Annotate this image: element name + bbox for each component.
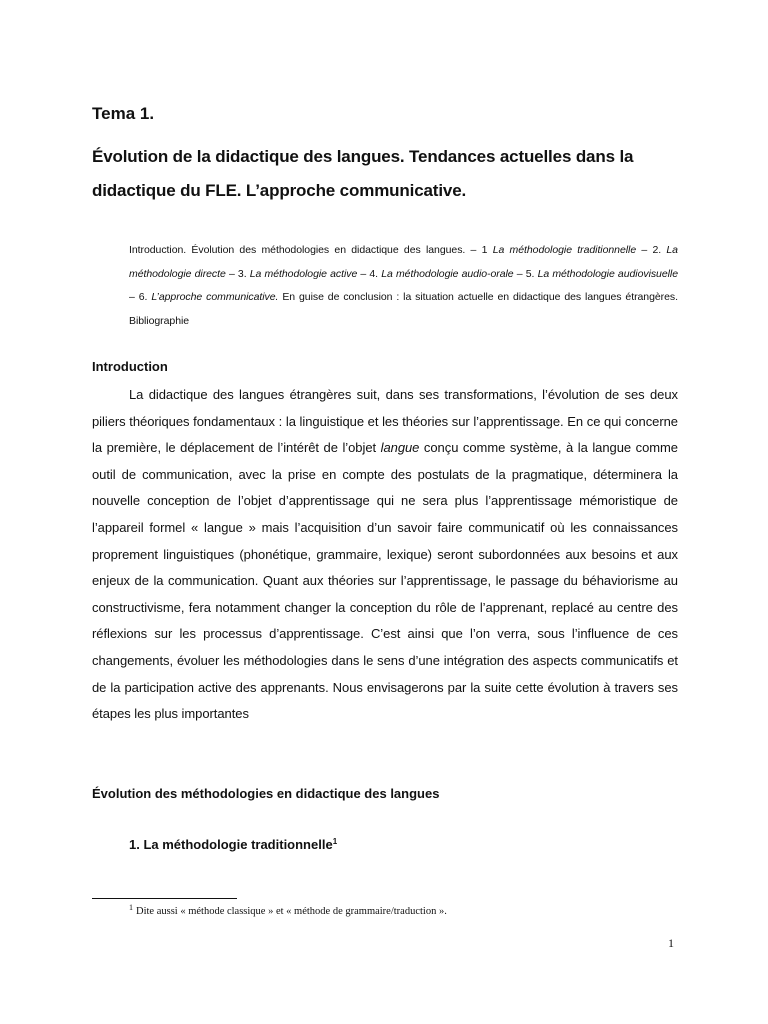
body-text-part: conçu comme système, à la langue comme outil de communication, avec la prise en compte des postulats de la pragmatique, déterminera la nouvelle conception de l’objet d’apprentissage qui ne sera plus l’apprentissage mémoristique de l’appareil formel « langue » mais l’acquisition d’un savoir faire communicatif où les connaissances proprement linguistiques (phonétique, grammaire, lexique) seront subordonnées aux besoins et aux enjeux de la communication. Quant aux théories sur l’apprentissage, le passage du béhaviorisme au constructivisme, fera notamment changer la conception du rôle de l’apprenant, replacé au centre des réflexions sur les processus d’apprentissage. C’est ainsi que l’on verra, sous l’influence de ces changements, évoluer les méthodologies dans le sens d’une intégration des aspects communicatifs et de la participation active des apprenants. Nous envisagerons par la suite cette évolution à travers ses étapes les plus importantes (92, 440, 678, 722)
summary-text: En guise de conclusion : la situation actuelle en didactique des langues étrangères. Bibliographie (129, 291, 678, 327)
document-title: Évolution de la didactique des langues. Tendances actuelles dans la didactique du FLE. L’approche communicative. (92, 147, 634, 200)
summary-text: – 3. (225, 267, 250, 280)
page-number: 1 (668, 936, 674, 950)
summary-text: – 6. (129, 291, 152, 303)
summary-text: Introduction. Évolution des méthodologies en didactique des langues. – 1 (129, 244, 493, 256)
summary-item: La méthodologie active (249, 267, 358, 280)
footnote-text: Dite aussi « méthode classique » et « méthode de grammaire/traduction ». (136, 906, 447, 917)
subsection-title: 1. La méthodologie traditionnelle (129, 837, 333, 852)
section-heading: Évolution des méthodologies en didactique des langues (92, 786, 440, 801)
summary-item: L’approche communicative. (151, 291, 279, 303)
summary-item: La méthodologie directe (129, 244, 678, 280)
summary-item: La méthodologie audiovisuelle (537, 267, 678, 280)
footnote-number: 1 (129, 903, 133, 912)
summary-item: La méthodologie traditionnelle (492, 244, 637, 256)
introduction-paragraph (92, 382, 678, 728)
summary-item: La méthodologie audio-orale (381, 267, 514, 280)
footnote-reference[interactable]: 1 (332, 837, 338, 846)
summary-text: – 2. (636, 244, 667, 256)
footnote (129, 903, 447, 917)
summary-text: – 5. (513, 267, 538, 280)
summary-paragraph (129, 239, 678, 333)
italic-term: langue (380, 440, 420, 456)
footnote-divider (92, 898, 237, 899)
summary-text: – 4. (357, 267, 382, 280)
introduction-heading: Introduction (92, 359, 168, 374)
body-text-part: La didactique des langues étrangères suit, dans ses transformations, l’évolution de ses deux piliers théoriques fondamentaux : la linguistique et les théories sur l’apprentissage. En ce qui concerne la première, le déplacement de l’intérêt de l’objet (92, 387, 678, 456)
subsection-heading (129, 837, 337, 852)
tema-label: Tema 1. (92, 104, 155, 123)
